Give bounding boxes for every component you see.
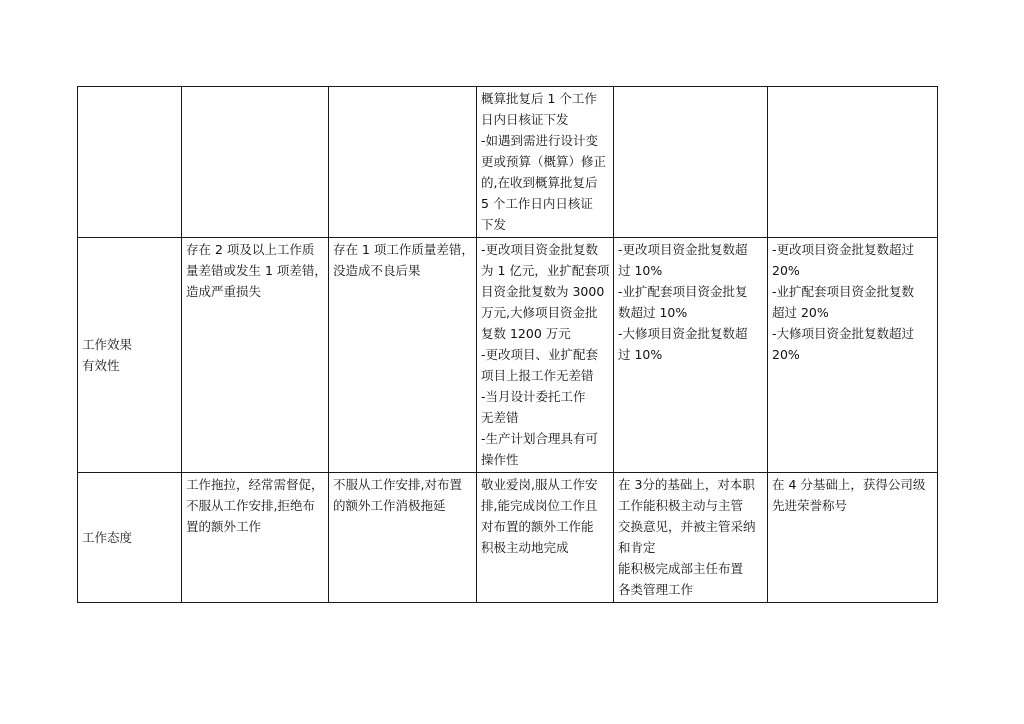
cell-text-line: 积极主动地完成 [481, 540, 569, 555]
cell-text-line: 造成严重损失 [186, 284, 262, 299]
cell-text-line: 的额外工作消极拖延 [333, 498, 446, 513]
cell-text-line: 过 10% [618, 347, 663, 362]
cell-text-line: 置的额外工作 [186, 519, 262, 534]
table-cell [614, 473, 768, 603]
table-row [78, 473, 938, 603]
cell-text-line: -如遇到需进行设计变 [481, 133, 599, 148]
cell-text-line: 过 10% [618, 263, 663, 278]
cell-text-line: 交换意见，并被主管采纳 [618, 519, 756, 534]
cell-text-line: 不服从工作安排,对布置 [333, 477, 462, 492]
cell-text-line: 20% [772, 347, 800, 362]
cell-text-line: -大修项目资金批复数超过 [772, 326, 915, 341]
cell-text-line: -当月设计委托工作 [481, 389, 586, 404]
criterion-cell [78, 473, 182, 603]
cell-text-line: 和肯定 [618, 540, 656, 555]
table-row [78, 87, 938, 238]
cell-text-line: 对布置的额外工作能 [481, 519, 594, 534]
criterion-cell [78, 87, 182, 238]
cell-text-line: -更改项目资金批复数 [481, 242, 599, 257]
cell-text-line: 无差错 [481, 410, 519, 425]
cell-text-line: 各类管理工作 [618, 582, 694, 597]
table-cell [182, 87, 329, 238]
table-cell [477, 238, 614, 473]
cell-text-line: 工作能积极主动与主管 [618, 498, 744, 513]
table-cell [182, 238, 329, 473]
table-cell [477, 473, 614, 603]
cell-text-line: 没造成不良后果 [333, 263, 421, 278]
cell-text-line: 下发 [481, 217, 507, 232]
cell-text-line: 在 3分的基础上，对本职 [618, 477, 755, 492]
cell-text-line: 为 1 亿元，业扩配套项 [481, 263, 610, 278]
table-cell [768, 238, 938, 473]
evaluation-table [77, 86, 938, 603]
cell-text-line: 目资金批复数为 3000 [481, 284, 605, 299]
cell-text-line: 量差错或发生 1 项差错， [186, 263, 327, 278]
cell-text-line: -更改项目资金批复数超 [618, 242, 748, 257]
table-cell [477, 87, 614, 238]
cell-text-line: 万元,大修项目资金批 [481, 305, 598, 320]
cell-text-line: 排,能完成岗位工作且 [481, 498, 598, 513]
cell-text-line: 日内日核证下发 [481, 112, 569, 127]
cell-text-line: -业扩配套项目资金批复 [618, 284, 748, 299]
cell-text-line: 概算批复后 1 个工作 [481, 91, 597, 106]
cell-text-line: -业扩配套项目资金批复数 [772, 284, 915, 299]
cell-text-line: 存在 2 项及以上工作质 [186, 242, 315, 257]
cell-text-line: 能积极完成部主任布置 [618, 561, 744, 576]
table-cell [768, 87, 938, 238]
cell-text-line: 20% [772, 263, 800, 278]
cell-text-line: 在 4 分基础上，获得公司级 [772, 477, 926, 492]
table-cell [329, 473, 477, 603]
cell-text-line: 工作态度 [82, 529, 133, 545]
cell-text-line: 数超过 10% [618, 305, 688, 320]
criterion-cell [78, 238, 182, 473]
table-row [78, 238, 938, 473]
table-cell [329, 87, 477, 238]
cell-text-line: 项目上报工作无差错 [481, 368, 594, 383]
table-cell [768, 473, 938, 603]
table-cell [614, 87, 768, 238]
cell-text-line: 敬业爱岗,服从工作安 [481, 477, 598, 492]
cell-text-line: 复数 1200 万元 [481, 326, 571, 341]
cell-text-line: 先进荣誉称号 [772, 498, 848, 513]
cell-text-line: 更或预算（概算）修正 [481, 154, 607, 169]
cell-text-line: 的,在收到概算批复后 [481, 175, 598, 190]
cell-text-line: 存在 1 项工作质量差错， [333, 242, 474, 257]
cell-text-line: -大修项目资金批复数超 [618, 326, 748, 341]
cell-text-line: 5 个工作日内日核证 [481, 196, 593, 211]
cell-text-line: -更改项目资金批复数超过 [772, 242, 915, 257]
cell-text-line: 超过 20% [772, 305, 829, 320]
cell-text-line: -更改项目、业扩配套 [481, 347, 599, 362]
cell-text-line: 工作拖拉，经常需督促， [186, 477, 324, 492]
cell-text-line: 操作性 [481, 452, 519, 467]
table-cell [182, 473, 329, 603]
cell-text-line: 不服从工作安排,拒绝布 [186, 498, 315, 513]
table-cell [329, 238, 477, 473]
cell-text-line: 有效性 [82, 357, 120, 373]
table-cell [614, 238, 768, 473]
cell-text-line: -生产计划合理具有可 [481, 431, 599, 446]
cell-text-line: 工作效果 [82, 336, 133, 352]
